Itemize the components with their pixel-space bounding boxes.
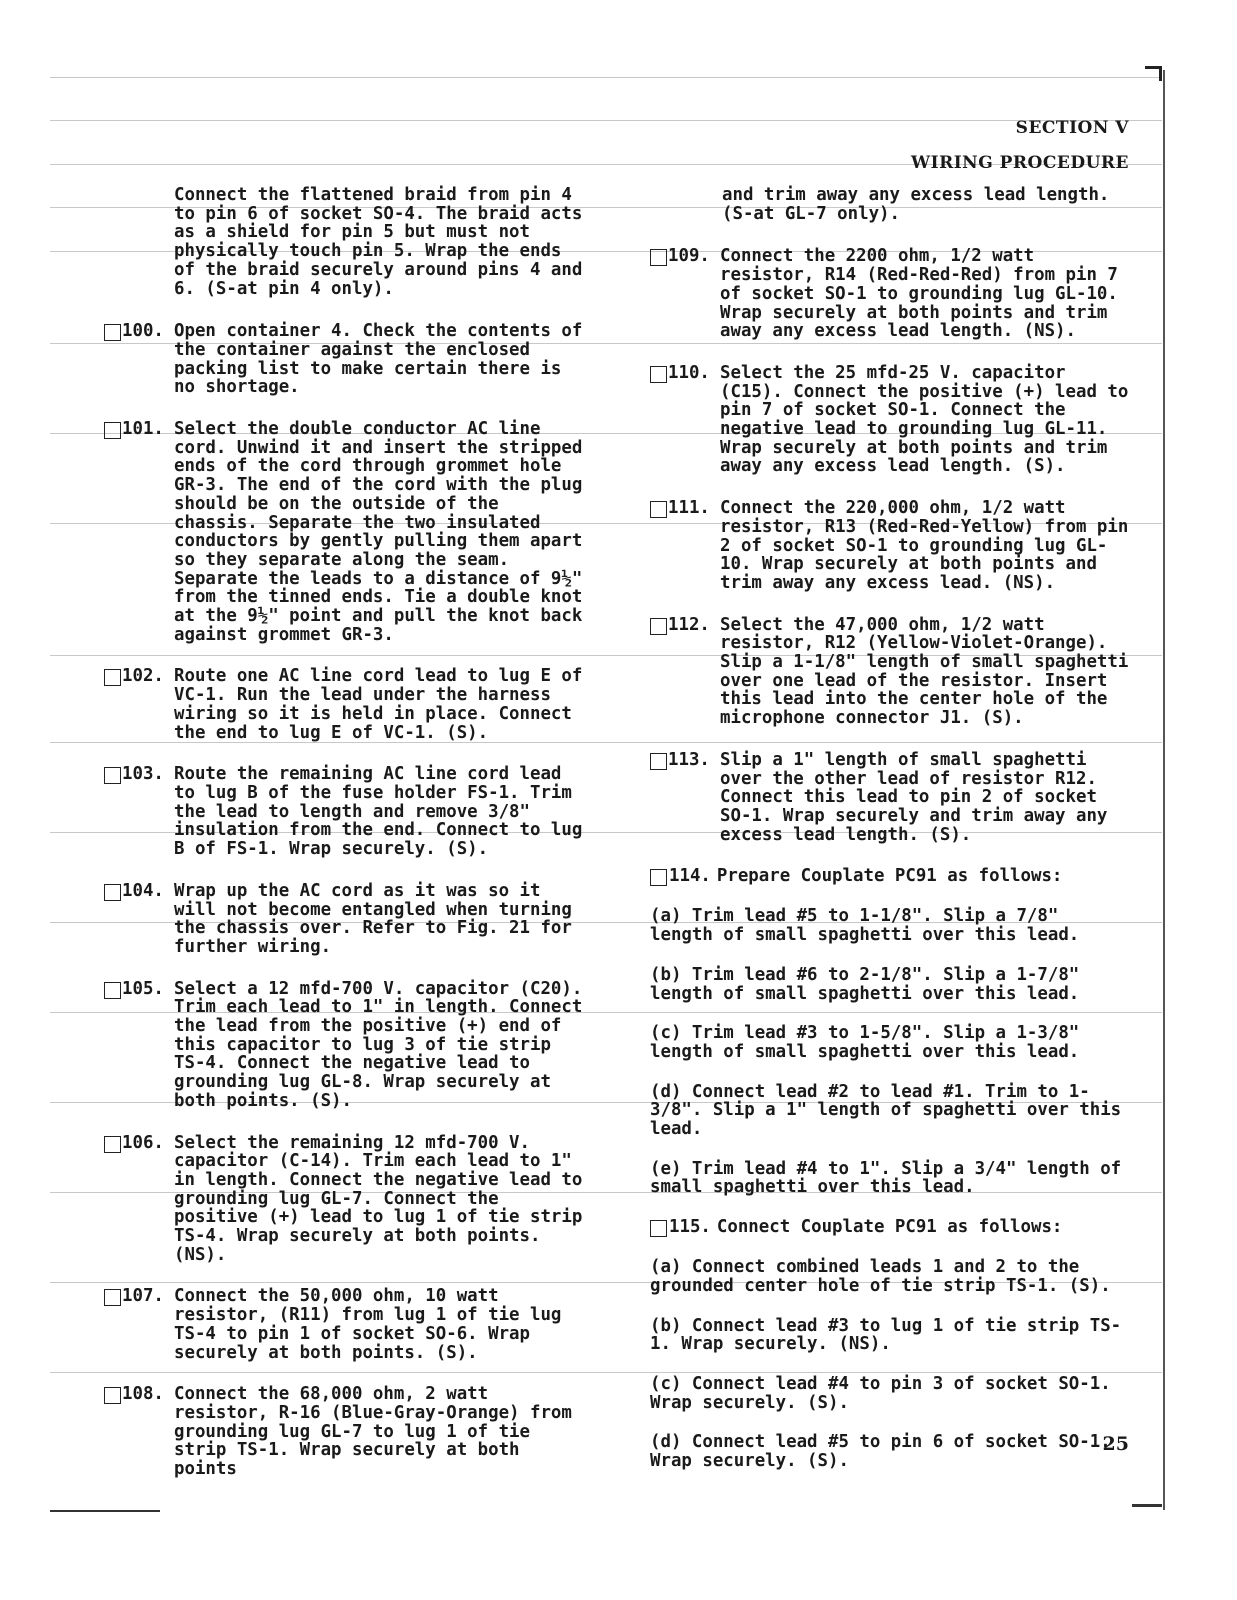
corner-mark [1145, 66, 1162, 81]
sub-step: (e) Trim lead #4 to 1". Slip a 3/4" length of small spaghetti over this lead. [650, 1158, 1122, 1198]
corner-mark [1132, 1504, 1162, 1507]
step-item [104, 980, 590, 1111]
corner-mark [50, 1510, 160, 1512]
step-item [104, 1385, 590, 1479]
step-text: Slip a 1" length of small spaghetti over the other lead of resistor R12. Connect this lead to pin 2 of socket SO-1. Wrap securely and trim away any excess lead length. (S). [720, 749, 1108, 845]
step-number: 101. [122, 419, 164, 440]
step-text: Connect the 2200 ohm, 1/2 watt resistor, R14 (Red-Red-Red) from pin 7 of socket SO-1 to grounding lug GL-10. Wrap securely at both points and trim away any excess lead length. (NS). [720, 246, 1118, 342]
step-item [104, 765, 590, 859]
step-text: Route one AC line cord lead to lug E of VC-1. Run the lead under the harness wiring so it is held in place. Connect the end to lug E of VC-1. (S). [174, 666, 583, 743]
left-column [104, 186, 590, 1502]
checkbox[interactable] [104, 982, 121, 999]
step-number: 110. [668, 362, 710, 383]
step-number: 104. [122, 880, 164, 901]
step-number: 100. [122, 321, 164, 342]
checkbox[interactable] [104, 1387, 121, 1404]
step-item [104, 667, 590, 742]
checkbox[interactable] [650, 249, 667, 266]
step-item [650, 616, 1130, 728]
checkbox[interactable] [104, 767, 121, 784]
sub-step: (c) Trim lead #3 to 1-5/8". Slip a 1-3/8" length of small spaghetti over this lead. [650, 1023, 1080, 1062]
step-number: 111. [668, 498, 710, 519]
checkbox[interactable] [650, 1220, 667, 1237]
sub-step: (c) Connect lead #4 to pin 3 of socket SO-1. Wrap securely. (S). [650, 1373, 1111, 1413]
step-number: 107. [122, 1286, 164, 1307]
step-number: 108. [122, 1384, 164, 1405]
step-text: Open container 4. Check the contents of the container against the enclosed packing list to make certain there is no shortage. [174, 321, 583, 398]
checkbox[interactable] [104, 422, 121, 439]
step-text: Connect the 220,000 ohm, 1/2 watt resistor, R13 (Red-Red-Yellow) from pin 2 of socket SO-1 to grounding lug GL-10. Wrap securely at both points and trim away any excess lead. (NS). [720, 498, 1129, 593]
checkbox[interactable] [650, 366, 667, 383]
step-text: Select the 25 mfd-25 V. capacitor (C15). Connect the positive (+) lead to pin 7 of socket SO-1. Connect the negative lead to grounding lug GL-11. Wrap securely at both points and trim away any excess lead length. (S). [720, 362, 1129, 477]
continued-paragraph: and trim away any excess lead length. (S-at GL-7 only). [722, 185, 1110, 224]
sub-step: (a) Trim lead #5 to 1-1/8". Slip a 7/8" length of small spaghetti over this lead. [650, 906, 1080, 946]
step-item [650, 751, 1130, 845]
sub-step: (a) Connect combined leads 1 and 2 to the grounded center hole of tie strip TS-1. (S). [650, 1257, 1111, 1296]
step-number: 114. [669, 866, 711, 887]
step-item [104, 322, 590, 397]
step-number: 102. [122, 666, 164, 687]
step-number: 115. [669, 1217, 711, 1238]
ruled-line [50, 77, 1162, 78]
step-text: Select a 12 mfd-700 V. capacitor (C20). Trim each lead to 1" in length. Connect the lead from the positive (+) end of this capacitor to lug 3 of tie strip TS-4. Connect the negative lead to grounding lug GL-8. Wrap securely at both points. (S). [174, 978, 583, 1111]
checkbox[interactable] [104, 669, 121, 686]
step-item [104, 1134, 590, 1265]
checkbox[interactable] [104, 1289, 121, 1306]
checkbox[interactable] [650, 869, 667, 886]
checkbox[interactable] [650, 501, 667, 518]
step-item [650, 499, 1130, 593]
right-column [650, 186, 1130, 1492]
step-item [650, 364, 1130, 476]
step-item-114 [650, 867, 1130, 886]
step-title: Prepare Couplate PC91 as follows: [716, 866, 1063, 887]
step-item [104, 882, 590, 957]
sub-step: (d) Connect lead #2 to lead #1. Trim to 1-3/8". Slip a 1" length of spaghetti over this lead. [650, 1081, 1122, 1140]
step-number: 109. [668, 246, 710, 267]
continued-paragraph: Connect the flattened braid from pin 4 to pin 6 of socket SO-4. The braid acts as a shield for pin 5 but must not physically touch pin 5. Wrap the ends of the braid securely around pins 4 and 6. (S-at pin 4 only). [174, 185, 583, 299]
step-number: 103. [122, 764, 164, 785]
step-number: 113. [668, 749, 710, 770]
ruled-line [50, 120, 1162, 121]
checkbox[interactable] [650, 618, 667, 635]
step-number: 105. [122, 978, 164, 999]
step-text: Select the 47,000 ohm, 1/2 watt resistor, R12 (Yellow-Violet-Orange). Slip a 1-1/8" length of small spaghetti over one lead of the resistor. Insert this lead into the center hole of the microphone connector J1. (S). [720, 614, 1129, 729]
step-item [650, 247, 1130, 341]
checkbox[interactable] [650, 753, 667, 770]
step-text: Select the double conductor AC line cord. Unwind it and insert the stripped ends of the cord through grommet hole GR-3. The end of the cord with the plug should be on the outside of the chassis. Separate the two insulated conductors by gently pulling them apart so they separate along the seam. Separate the leads to a distance of 9½" from the tinned ends. Tie a double knot at the 9½" point and pull the knot back against grommet GR-3. [174, 419, 583, 645]
checkbox[interactable] [104, 884, 121, 901]
section-subtitle: WIRING PROCEDURE [911, 153, 1129, 173]
page-number: 25 [1102, 1433, 1129, 1455]
step-text: Connect the 68,000 ohm, 2 watt resistor, R-16 (Blue-Gray-Orange) from grounding lug GL-7 to lug 1 of tie strip TS-1. Wrap securely at both points [174, 1384, 572, 1480]
checkbox[interactable] [104, 1136, 121, 1153]
sub-step: (d) Connect lead #5 to pin 6 of socket SO-1. Wrap securely. (S). [650, 1432, 1111, 1472]
checkbox[interactable] [104, 324, 121, 341]
right-edge-line [1163, 70, 1165, 1510]
step-number: 106. [122, 1132, 164, 1153]
step-text: Connect the 50,000 ohm, 10 watt resistor, (R11) from lug 1 of tie lug TS-4 to pin 1 of socket SO-6. Wrap securely at both points. (S). [174, 1286, 562, 1363]
sub-step: (b) Trim lead #6 to 2-1/8". Slip a 1-7/8" length of small spaghetti over this lead. [650, 964, 1080, 1004]
step-item-115 [650, 1218, 1130, 1237]
step-text: Route the remaining AC line cord lead to lug B of the fuse holder FS-1. Trim the lead to length and remove 3/8" insulation from the end. Connect to lug B of FS-1. Wrap securely. (S). [174, 764, 583, 860]
step-item [104, 420, 590, 644]
step-title: Connect Couplate PC91 as follows: [716, 1217, 1063, 1238]
step-number: 112. [668, 614, 710, 635]
section-heading: SECTION V [1015, 118, 1129, 138]
step-text: Wrap up the AC cord as it was so it will not become entangled when turning the chassis over. Refer to Fig. 21 for further wiring. [174, 880, 572, 957]
step-item [104, 1287, 590, 1362]
sub-step: (b) Connect lead #3 to lug 1 of tie strip TS-1. Wrap securely. (NS). [650, 1315, 1122, 1355]
step-text: Select the remaining 12 mfd-700 V. capacitor (C-14). Trim each lead to 1" in length. Connect the negative lead to grounding lug GL-7. Connect the positive (+) lead to lug 1 of tie strip TS-4. Wrap securely at both points. (NS). [174, 1132, 583, 1265]
